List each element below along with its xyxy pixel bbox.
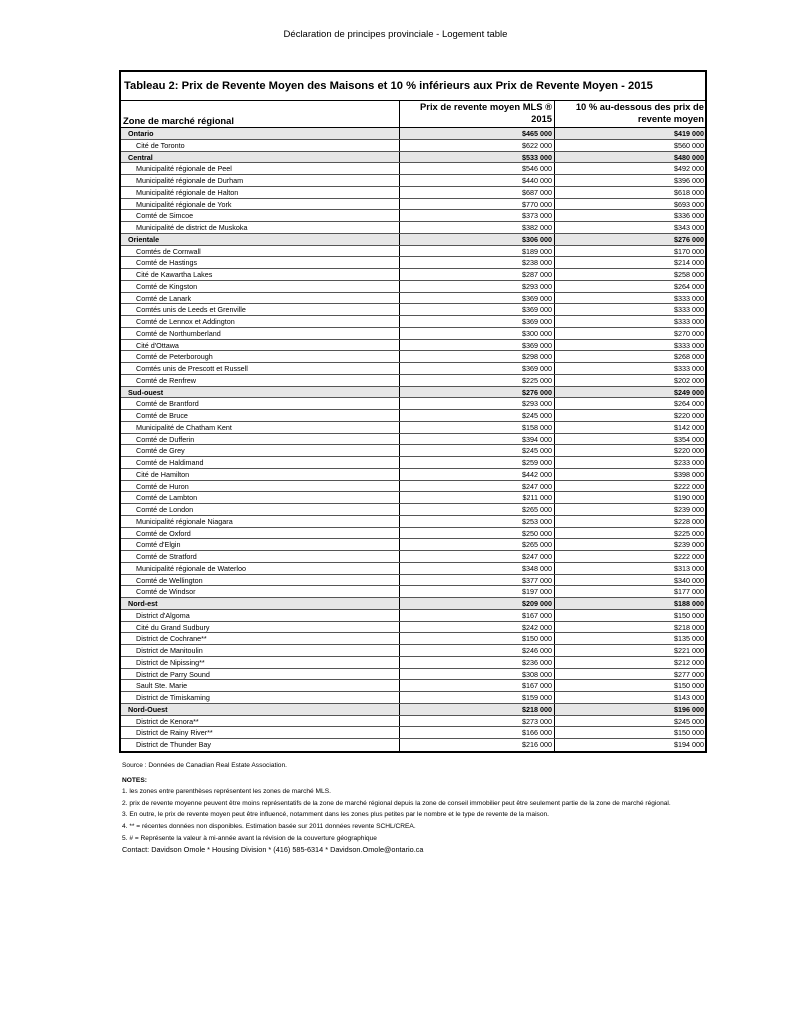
zone-cell: Comtés unis de Prescott et Russell: [136, 364, 248, 373]
avg-price-cell: $465 000: [399, 128, 555, 139]
table-row: [121, 293, 705, 305]
avg-price-cell: $225 000: [399, 375, 555, 386]
zone-cell: District de Timiskaming: [136, 693, 210, 702]
zone-cell: Central: [128, 152, 153, 162]
avg-price-cell: $166 000: [399, 727, 555, 738]
ten-percent-below-cell: $277 000: [674, 669, 704, 679]
table-row: [121, 222, 705, 234]
avg-price-cell: $287 000: [399, 269, 555, 280]
table-row: [121, 645, 705, 657]
table-row: [121, 457, 705, 469]
avg-price-cell: $348 000: [399, 563, 555, 574]
table-row: [121, 210, 705, 222]
zone-cell: District de Nipissing**: [136, 657, 205, 667]
ten-percent-below-cell: $343 000: [674, 223, 704, 232]
avg-price-cell: $158 000: [399, 422, 555, 433]
avg-price-cell: $159 000: [399, 692, 555, 703]
zone-cell: Ontario: [128, 129, 154, 138]
table-row: [121, 539, 705, 551]
ten-percent-below-cell: $190 000: [674, 493, 704, 503]
zone-cell: Municipalité régionale Niagara: [136, 516, 233, 526]
ten-percent-below-cell: $354 000: [674, 434, 704, 444]
avg-price-cell: $167 000: [399, 610, 555, 621]
zone-cell: Comté de Lanark: [136, 293, 192, 303]
table-row: [121, 622, 705, 634]
page-header: Déclaration de principes provinciale - Logement table: [283, 29, 508, 40]
zone-cell: Comtés de Cornwall: [136, 246, 201, 256]
avg-price-cell: $245 000: [399, 445, 555, 456]
avg-price-cell: $308 000: [399, 669, 555, 680]
table-row: [121, 351, 705, 363]
zone-cell: Municipalité de district de Muskoka: [136, 223, 248, 232]
zone-cell: Comté de Grey: [136, 446, 185, 456]
table-row: [121, 516, 705, 528]
ten-percent-below-cell: $150 000: [674, 610, 704, 620]
zone-cell: Municipalité régionale de York: [136, 199, 232, 209]
ten-percent-below-cell: $239 000: [674, 505, 704, 514]
zone-cell: Comté de Kingston: [136, 281, 198, 291]
avg-price-cell: $273 000: [399, 716, 555, 727]
source-note: Source : Données de Canadian Real Estate Association.: [122, 762, 287, 769]
ten-percent-below-cell: $264 000: [674, 399, 704, 409]
table-row: [121, 257, 705, 269]
ten-percent-below-cell: $170 000: [674, 246, 704, 256]
table-row: [121, 739, 705, 751]
ten-percent-below-cell: $258 000: [674, 270, 704, 279]
avg-price-cell: $246 000: [399, 645, 555, 656]
ten-percent-below-cell: $396 000: [674, 176, 704, 185]
avg-price-cell: $265 000: [399, 539, 555, 550]
zone-cell: District de Thunder Bay: [136, 740, 211, 749]
zone-cell: Cité de Kawartha Lakes: [136, 270, 213, 279]
ten-percent-below-cell: $194 000: [674, 740, 704, 749]
avg-price-cell: $293 000: [399, 281, 555, 292]
ten-percent-below-cell: $196 000: [674, 704, 704, 714]
table-row: [121, 340, 705, 352]
table-row: [121, 363, 705, 375]
zone-cell: District de Parry Sound: [136, 669, 210, 679]
notes-section: [122, 760, 762, 856]
table-row: [121, 469, 705, 481]
avg-price-cell: $209 000: [399, 598, 555, 609]
zone-cell: Comté de Huron: [136, 481, 189, 491]
ten-percent-below-cell: $333 000: [674, 305, 704, 315]
avg-price-cell: $247 000: [399, 551, 555, 562]
avg-price-cell: $216 000: [399, 739, 555, 751]
notes-heading: NOTES:: [122, 776, 147, 784]
avg-price-cell: $442 000: [399, 469, 555, 480]
avg-price-cell: $770 000: [399, 199, 555, 210]
ten-percent-below-cell: $270 000: [674, 328, 704, 338]
ten-percent-below-cell: $492 000: [674, 164, 704, 174]
avg-price-cell: $276 000: [399, 387, 555, 398]
ten-percent-below-cell: $221 000: [674, 646, 704, 655]
avg-price-cell: $394 000: [399, 434, 555, 445]
ten-percent-below-cell: $143 000: [674, 693, 704, 702]
ten-percent-below-cell: $188 000: [674, 599, 704, 608]
table-row: [121, 528, 705, 540]
avg-price-cell: $265 000: [399, 504, 555, 515]
avg-price-cell: $259 000: [399, 457, 555, 468]
ten-percent-below-cell: $560 000: [674, 140, 704, 150]
ten-percent-below-cell: $222 000: [674, 481, 704, 491]
zone-cell: Comté de Renfrew: [136, 375, 196, 385]
contact-line: Contact: Davidson Omole * Housing Division * (416) 585-6314 * Davidson.Omole@ontario.ca: [122, 845, 424, 855]
zone-cell: Municipalité régionale de Peel: [136, 164, 232, 174]
ten-percent-below-cell: $276 000: [674, 234, 704, 244]
ten-percent-below-cell: $340 000: [674, 575, 704, 585]
zone-cell: Cité de Hamilton: [136, 469, 190, 479]
table-row: [121, 175, 705, 187]
table-row: [121, 551, 705, 563]
column-header-ten-percent-below: 10 % au-dessous des prix de revente moyen: [575, 101, 704, 124]
ten-percent-below-cell: $333 000: [674, 293, 704, 303]
table-row: [121, 563, 705, 575]
ten-percent-below-cell: $333 000: [674, 340, 704, 350]
table-row: [121, 246, 705, 258]
ten-percent-below-cell: $225 000: [674, 528, 704, 538]
zone-cell: District d'Algoma: [136, 610, 190, 620]
avg-price-cell: $298 000: [399, 351, 555, 362]
table-row: [121, 680, 705, 692]
avg-price-cell: $300 000: [399, 328, 555, 339]
zone-cell: Comtés unis de Leeds et Grenville: [136, 305, 246, 315]
avg-price-cell: $369 000: [399, 340, 555, 351]
ten-percent-below-cell: $249 000: [674, 387, 704, 397]
zone-cell: Comté d'Elgin: [136, 540, 181, 550]
zone-cell: District de Kenora**: [136, 716, 199, 726]
ten-percent-below-cell: $212 000: [674, 657, 704, 667]
zone-cell: Comté de Brantford: [136, 399, 199, 409]
avg-price-cell: $369 000: [399, 316, 555, 327]
zone-cell: Comté de Oxford: [136, 528, 191, 538]
region-row: [121, 387, 705, 399]
table-row: [121, 163, 705, 175]
zone-cell: Comté de Dufferin: [136, 434, 195, 444]
table-row: [121, 434, 705, 446]
ten-percent-below-cell: $177 000: [674, 587, 704, 597]
region-row: [121, 234, 705, 246]
notes-list: [122, 786, 762, 844]
avg-price-cell: $167 000: [399, 680, 555, 691]
note-item: 2. prix de revente moyenne peuvent être moins représentatifs de la zone de marché régional depuis la zone de conseil immobilier peut être seulement partie de la zone de marché régional.: [122, 799, 671, 807]
column-header-zone: Zone de marché régional: [123, 115, 234, 126]
avg-price-cell: $546 000: [399, 163, 555, 174]
table-row: [121, 633, 705, 645]
avg-price-cell: $250 000: [399, 528, 555, 539]
ten-percent-below-cell: $214 000: [674, 258, 704, 268]
avg-price-cell: $197 000: [399, 586, 555, 597]
avg-price-cell: $440 000: [399, 175, 555, 186]
zone-cell: Municipalité de Chatham Kent: [136, 422, 232, 432]
table-row: [121, 375, 705, 387]
avg-price-cell: $253 000: [399, 516, 555, 527]
table-row: [121, 657, 705, 669]
column-header-avg-price: Prix de revente moyen MLS ® 2015: [399, 101, 555, 127]
avg-price-cell: $242 000: [399, 622, 555, 633]
note-item: 4. ** = récentes données non disponibles. Estimation basée sur 2011 données revente SCHL/CREA.: [122, 822, 416, 830]
ten-percent-below-cell: $150 000: [674, 681, 704, 691]
zone-cell: Comté de Lambton: [136, 493, 198, 503]
zone-cell: Comté de Wellington: [136, 575, 203, 585]
table-row: [121, 269, 705, 281]
zone-cell: Cité de Toronto: [136, 140, 185, 150]
region-row: [121, 152, 705, 164]
ten-percent-below-cell: $419 000: [674, 129, 704, 138]
zone-cell: Comté de Stratford: [136, 552, 197, 561]
ten-percent-below-cell: $268 000: [674, 352, 704, 362]
zone-cell: District de Rainy River**: [136, 728, 213, 738]
table-row: [121, 398, 705, 410]
ten-percent-below-cell: $228 000: [674, 516, 704, 526]
table-row: [121, 481, 705, 493]
ten-percent-below-cell: $218 000: [674, 622, 704, 632]
table-row: [121, 422, 705, 434]
avg-price-cell: $189 000: [399, 246, 555, 257]
zone-cell: Nord-Ouest: [128, 704, 168, 714]
avg-price-cell: $622 000: [399, 140, 555, 151]
table-row: [121, 492, 705, 504]
avg-price-cell: $306 000: [399, 234, 555, 245]
zone-cell: Comté de Windsor: [136, 587, 196, 597]
table-body: [121, 128, 705, 751]
avg-price-cell: $369 000: [399, 304, 555, 315]
zone-cell: Municipalité régionale de Waterloo: [136, 563, 247, 573]
ten-percent-below-cell: $398 000: [674, 469, 704, 479]
ten-percent-below-cell: $142 000: [674, 422, 704, 432]
ten-percent-below-cell: $333 000: [674, 317, 704, 326]
avg-price-cell: $377 000: [399, 575, 555, 586]
zone-cell: District de Cochrane**: [136, 634, 207, 644]
avg-price-cell: $687 000: [399, 187, 555, 198]
zone-cell: Comté de Lennox et Addington: [136, 317, 235, 326]
table-row: [121, 504, 705, 516]
avg-price-cell: $238 000: [399, 257, 555, 268]
ten-percent-below-cell: $222 000: [674, 552, 704, 561]
ten-percent-below-cell: $264 000: [674, 281, 704, 291]
ten-percent-below-cell: $336 000: [674, 211, 704, 221]
ten-percent-below-cell: $220 000: [674, 411, 704, 420]
price-table: [119, 70, 707, 753]
avg-price-cell: $236 000: [399, 657, 555, 668]
avg-price-cell: $369 000: [399, 363, 555, 374]
ten-percent-below-cell: $245 000: [674, 716, 704, 726]
table-row: [121, 586, 705, 598]
note-item: 1. les zones entre parenthèses représentent les zones de marché MLS.: [122, 788, 331, 796]
region-row: [121, 128, 705, 140]
table-row: [121, 575, 705, 587]
region-row: [121, 598, 705, 610]
table-row: [121, 716, 705, 728]
avg-price-cell: $247 000: [399, 481, 555, 492]
table-row: [121, 610, 705, 622]
ten-percent-below-cell: $233 000: [674, 458, 704, 467]
zone-cell: Cité d'Ottawa: [136, 340, 179, 350]
table-row: [121, 304, 705, 316]
avg-price-cell: $373 000: [399, 210, 555, 221]
note-item: 3. En outre, le prix de revente moyen peut être influencé, notamment dans les zones plus petites par le nombre et le type de revente de la maison.: [122, 811, 550, 819]
zone-cell: Cité du Grand Sudbury: [136, 622, 210, 632]
table-row: [121, 410, 705, 422]
note-item: 5. # = Représente la valeur à mi-année avant la révision de la couverture géographique: [122, 834, 377, 842]
zone-cell: Comté de Bruce: [136, 411, 188, 420]
table-row: [121, 199, 705, 211]
zone-cell: Comté de London: [136, 505, 194, 514]
table-row: [121, 669, 705, 681]
table-header-row: [121, 101, 705, 128]
avg-price-cell: $211 000: [399, 492, 555, 503]
ten-percent-below-cell: $202 000: [674, 375, 704, 385]
ten-percent-below-cell: $618 000: [674, 187, 704, 197]
zone-cell: Comté de Haldimand: [136, 458, 204, 467]
ten-percent-below-cell: $693 000: [674, 199, 704, 209]
zone-cell: Sault Ste. Marie: [136, 681, 188, 691]
ten-percent-below-cell: $239 000: [674, 540, 704, 550]
ten-percent-below-cell: $313 000: [674, 563, 704, 573]
ten-percent-below-cell: $333 000: [674, 364, 704, 373]
zone-cell: Comté de Simcoe: [136, 211, 194, 221]
avg-price-cell: $218 000: [399, 704, 555, 715]
table-row: [121, 328, 705, 340]
zone-cell: Orientale: [128, 234, 160, 244]
table-row: [121, 281, 705, 293]
avg-price-cell: $533 000: [399, 152, 555, 163]
zone-cell: Nord-est: [128, 599, 158, 608]
avg-price-cell: $245 000: [399, 410, 555, 421]
avg-price-cell: $369 000: [399, 293, 555, 304]
table-title: Tableau 2: Prix de Revente Moyen des Maisons et 10 % inférieurs aux Prix de Revente Moyen - 2015: [121, 72, 705, 101]
region-row: [121, 704, 705, 716]
zone-cell: District de Manitoulin: [136, 646, 203, 655]
ten-percent-below-cell: $220 000: [674, 446, 704, 456]
avg-price-cell: $293 000: [399, 398, 555, 409]
table-row: [121, 187, 705, 199]
zone-cell: Comté de Hastings: [136, 258, 198, 268]
ten-percent-below-cell: $480 000: [674, 152, 704, 162]
table-row: [121, 692, 705, 704]
ten-percent-below-cell: $150 000: [674, 728, 704, 738]
avg-price-cell: $150 000: [399, 633, 555, 644]
ten-percent-below-cell: $135 000: [674, 634, 704, 644]
zone-cell: Comté de Peterborough: [136, 352, 213, 362]
table-row: [121, 140, 705, 152]
zone-cell: Municipalité régionale de Halton: [136, 187, 239, 197]
table-row: [121, 316, 705, 328]
zone-cell: Sud-ouest: [128, 387, 164, 397]
table-row: [121, 445, 705, 457]
avg-price-cell: $382 000: [399, 222, 555, 233]
table-row: [121, 727, 705, 739]
zone-cell: Municipalité régionale de Durham: [136, 176, 244, 185]
zone-cell: Comté de Northumberland: [136, 328, 221, 338]
